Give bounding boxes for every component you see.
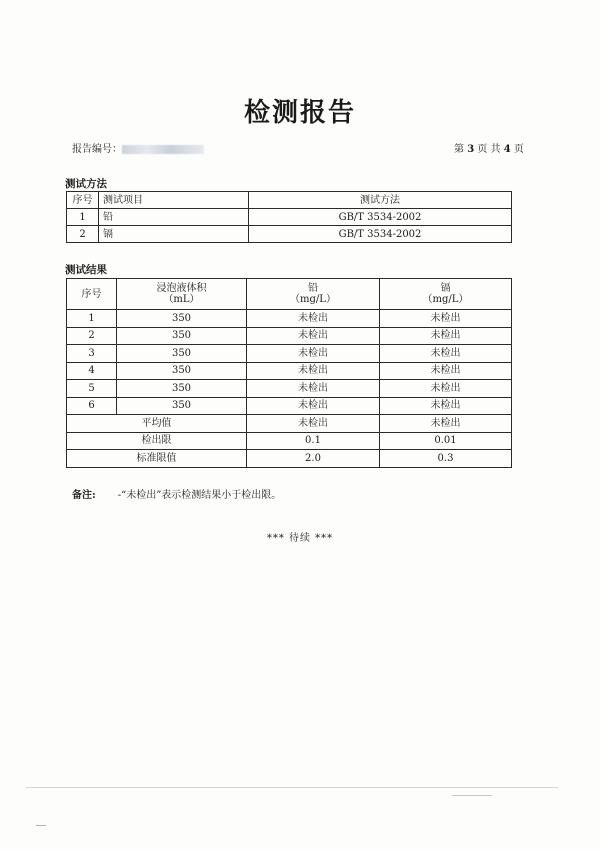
method-header-no: 序号 [67, 192, 99, 209]
method-header-method: 测试方法 [249, 192, 512, 209]
method-cell-no: 1 [67, 209, 99, 226]
method-cell-item: 铅 [99, 209, 249, 226]
table-row [67, 380, 512, 398]
method-section-label: 测试方法 [65, 178, 107, 190]
table-row [67, 226, 512, 243]
method-cell-item: 镉 [99, 226, 249, 243]
table-row [67, 362, 512, 380]
result-cell-cadmium: 未检出 [380, 345, 512, 363]
result-cell-lead: 未检出 [247, 380, 380, 398]
report-number-label: 报告编号： [72, 144, 122, 155]
result-cell-volume: 350 [117, 362, 247, 380]
summary-row-detection-limit [67, 432, 512, 450]
table-row [67, 397, 512, 415]
method-cell-method: GB/T 3534-2002 [249, 226, 512, 243]
result-table-header [67, 279, 512, 310]
summary-label: 检出限 [67, 432, 247, 450]
result-cell-lead: 未检出 [247, 362, 380, 380]
result-cell-cadmium: 未检出 [380, 380, 512, 398]
result-cell-lead: 未检出 [247, 397, 380, 415]
result-cell-lead: 未检出 [247, 345, 380, 363]
page-suffix: 页 [513, 144, 524, 155]
summary-cell-cadmium: 0.01 [380, 432, 512, 450]
remarks-text: -“未检出”表示检测结果小于检出限。 [117, 490, 282, 501]
summary-cell-cadmium: 0.3 [380, 450, 512, 468]
page-current: 3 [467, 144, 475, 155]
footer-mark [452, 795, 492, 796]
method-table-header [67, 192, 512, 209]
page-prefix: 第 [454, 144, 464, 155]
result-cell-cadmium: 未检出 [380, 327, 512, 345]
footer-divider [26, 787, 558, 788]
volume-header-unit: （mL） [163, 294, 200, 305]
result-header-cadmium [380, 279, 512, 310]
remarks-label: 备注: [72, 490, 96, 501]
result-cell-cadmium: 未检出 [380, 362, 512, 380]
volume-header-label: 浸泡液体积 [156, 283, 207, 294]
cadmium-header-label: 镉 [440, 283, 451, 294]
summary-cell-cadmium: 未检出 [380, 415, 512, 433]
method-cell-method: GB/T 3534-2002 [249, 209, 512, 226]
summary-cell-lead: 0.1 [247, 432, 380, 450]
result-cell-no: 4 [67, 362, 117, 380]
result-cell-no: 6 [67, 397, 117, 415]
result-section-label: 测试结果 [65, 264, 107, 276]
method-header-item: 测试项目 [99, 192, 249, 209]
result-header-no: 序号 [67, 279, 117, 310]
continued-marker: *** 待续 *** [266, 533, 334, 544]
method-table [66, 191, 512, 243]
lead-header-unit: （mg/L） [290, 294, 336, 305]
method-cell-no: 2 [67, 226, 99, 243]
result-cell-volume: 350 [117, 397, 247, 415]
table-row [67, 345, 512, 363]
table-row [67, 310, 512, 328]
result-cell-cadmium: 未检出 [380, 310, 512, 328]
summary-row-standard-limit [67, 450, 512, 468]
page-mid: 页 共 [477, 144, 501, 155]
result-cell-lead: 未检出 [247, 327, 380, 345]
result-header-lead [247, 279, 380, 310]
corner-mark [36, 825, 46, 826]
remarks [72, 486, 281, 501]
result-cell-volume: 350 [117, 310, 247, 328]
summary-cell-lead: 2.0 [247, 450, 380, 468]
report-title: 检测报告 [243, 98, 356, 128]
result-cell-no: 5 [67, 380, 117, 398]
table-row [67, 209, 512, 226]
page-indicator [454, 140, 524, 155]
table-row [67, 327, 512, 345]
summary-cell-lead: 未检出 [247, 415, 380, 433]
redacted-report-number [122, 145, 204, 154]
result-cell-volume: 350 [117, 380, 247, 398]
page-total: 4 [503, 144, 511, 155]
result-cell-volume: 350 [117, 327, 247, 345]
result-cell-no: 1 [67, 310, 117, 328]
lead-header-label: 铅 [308, 283, 318, 294]
result-table [66, 278, 512, 468]
report-number [72, 140, 204, 155]
result-cell-no: 3 [67, 345, 117, 363]
cadmium-header-unit: （mg/L） [422, 294, 469, 305]
result-cell-volume: 350 [117, 345, 247, 363]
summary-label: 平均值 [67, 415, 247, 433]
result-header-volume [117, 279, 247, 310]
summary-label: 标准限值 [67, 450, 247, 468]
result-cell-lead: 未检出 [247, 310, 380, 328]
summary-row-average [67, 415, 512, 433]
result-cell-cadmium: 未检出 [380, 397, 512, 415]
result-cell-no: 2 [67, 327, 117, 345]
